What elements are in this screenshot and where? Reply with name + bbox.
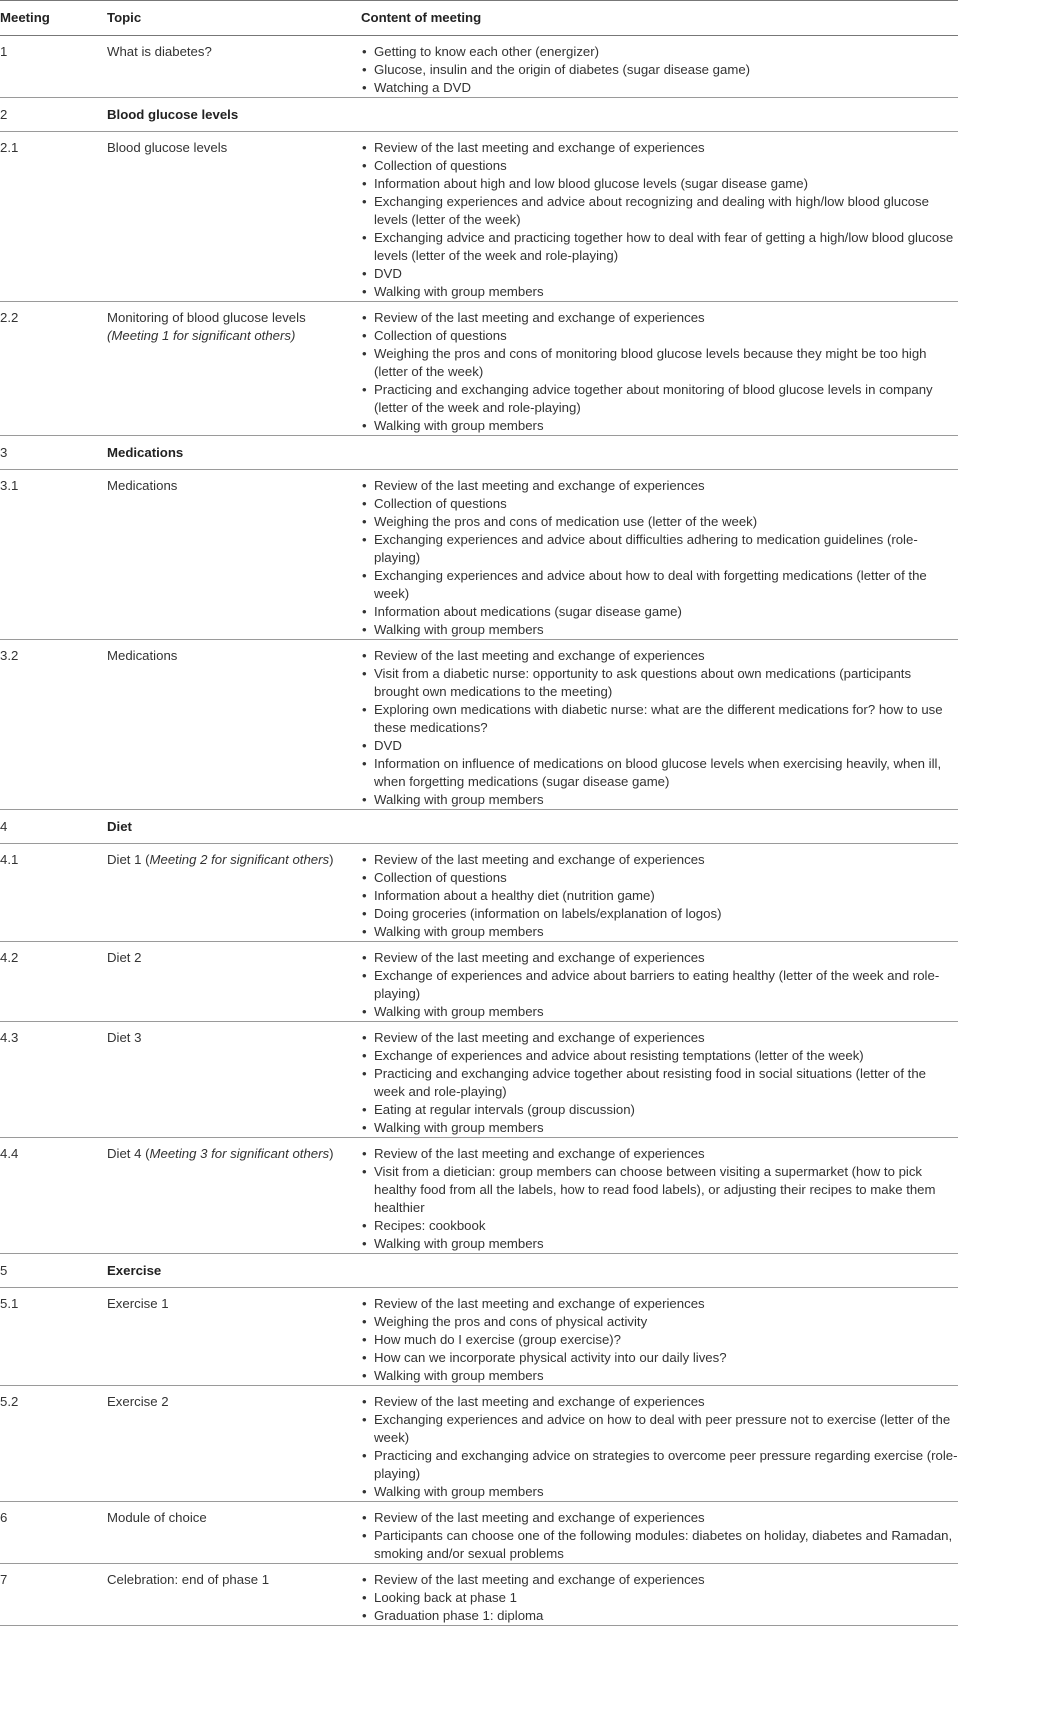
content-cell <box>361 1288 958 1386</box>
list-item: • Exchange of experiences and advice about barriers to eating healthy (letter of the week and role-playing) <box>361 967 958 1003</box>
list-item: • Review of the last meeting and exchange of experiences <box>361 139 958 157</box>
content-list <box>361 1029 958 1137</box>
content-list <box>361 309 958 435</box>
meeting-number: 5 <box>0 1263 8 1278</box>
list-item: • Eating at regular intervals (group discussion) <box>361 1101 958 1119</box>
topic-cell <box>107 132 361 302</box>
content-cell <box>361 1564 958 1626</box>
content-cell <box>361 132 958 302</box>
table-row <box>0 844 958 942</box>
list-item: • Walking with group members <box>361 417 958 435</box>
list-item: • Review of the last meeting and exchange of experiences <box>361 1393 958 1411</box>
list-item: • Information on influence of medications on blood glucose levels when exercising heavily, when ill, when forgetting medications (sugar disease game) <box>361 755 958 791</box>
topic-text: Diet 2 <box>107 950 142 965</box>
list-item: • Collection of questions <box>361 327 958 345</box>
list-item: • Review of the last meeting and exchange of experiences <box>361 949 958 967</box>
list-item: • Collection of questions <box>361 869 958 887</box>
list-item: • Glucose, insulin and the origin of diabetes (sugar disease game) <box>361 61 958 79</box>
content-cell <box>361 36 958 98</box>
list-item: • Practicing and exchanging advice on strategies to overcome peer pressure regarding exercise (role-playing) <box>361 1447 958 1483</box>
content-list <box>361 647 958 809</box>
topic-text: Monitoring of blood glucose levels <box>107 310 306 325</box>
list-item: • Visit from a dietician: group members can choose between visiting a supermarket (how to pick healthy food from all the labels, how to read food labels), or adjusting their recipes to make them healthier <box>361 1163 958 1217</box>
meeting-number: 3.1 <box>0 478 19 493</box>
list-item: • Weighing the pros and cons of physical activity <box>361 1313 958 1331</box>
meeting-number: 2.1 <box>0 140 19 155</box>
content-cell <box>361 98 958 132</box>
content-cell <box>361 1138 958 1254</box>
table-row <box>0 470 958 640</box>
topic-cell <box>107 640 361 810</box>
content-list <box>361 1571 958 1625</box>
list-item: • Collection of questions <box>361 495 958 513</box>
topic-note-close: ) <box>329 852 334 867</box>
list-item: • Practicing and exchanging advice together about monitoring of blood glucose levels in company (letter of the week and role-playing) <box>361 381 958 417</box>
table-row <box>0 1386 958 1502</box>
list-item: • Looking back at phase 1 <box>361 1589 958 1607</box>
topic-cell <box>107 36 361 98</box>
meeting-number: 1 <box>0 44 8 59</box>
list-item: • Exchanging experiences and advice about difficulties adhering to medication guidelines (role-playing) <box>361 531 958 567</box>
topic-text: Diet 4 ( <box>107 1146 150 1161</box>
section-row <box>0 436 958 470</box>
table-row <box>0 942 958 1022</box>
table-row <box>0 1564 958 1626</box>
topic-text: Medications <box>107 648 178 663</box>
content-cell <box>361 470 958 640</box>
content-list <box>361 1145 958 1253</box>
content-list <box>361 139 958 301</box>
list-item: • Exchanging experiences and advice about recognizing and dealing with high/low blood glucose levels (letter of the week) <box>361 193 958 229</box>
topic-cell <box>107 436 361 470</box>
content-cell <box>361 640 958 810</box>
list-item: • Exchanging experiences and advice on how to deal with peer pressure not to exercise (letter of the week) <box>361 1411 958 1447</box>
list-item: • Practicing and exchanging advice together about resisting food in social situations (letter of the week and role-playing) <box>361 1065 958 1101</box>
list-item: • Weighing the pros and cons of medication use (letter of the week) <box>361 513 958 531</box>
topic-cell <box>107 1254 361 1288</box>
topic-cell <box>107 1564 361 1626</box>
header-content: Content of meeting <box>361 10 482 25</box>
list-item: • Walking with group members <box>361 1235 958 1253</box>
topic-cell <box>107 810 361 844</box>
meeting-number: 4.4 <box>0 1146 19 1161</box>
list-item: • Collection of questions <box>361 157 958 175</box>
topic-cell <box>107 1288 361 1386</box>
list-item: • Exchanging experiences and advice about how to deal with forgetting medications (letter of the week) <box>361 567 958 603</box>
list-item: • Review of the last meeting and exchange of experiences <box>361 1509 958 1527</box>
table-body <box>0 36 958 1626</box>
content-cell <box>361 844 958 942</box>
list-item: • Review of the last meeting and exchange of experiences <box>361 1295 958 1313</box>
list-item: • Watching a DVD <box>361 79 958 97</box>
meeting-number: 4.2 <box>0 950 19 965</box>
list-item: • Recipes: cookbook <box>361 1217 958 1235</box>
topic-note: Meeting 2 for significant others <box>149 852 330 867</box>
meeting-number: 6 <box>0 1510 8 1525</box>
table-row <box>0 1138 958 1254</box>
list-item: • Exploring own medications with diabetic nurse: what are the different medications for? how to use these medications? <box>361 701 958 737</box>
topic-cell <box>107 1138 361 1254</box>
content-list <box>361 477 958 639</box>
list-item: • How much do I exercise (group exercise)? <box>361 1331 958 1349</box>
list-item: • Walking with group members <box>361 283 958 301</box>
topic-text: Medications <box>107 445 184 460</box>
content-list <box>361 1509 958 1563</box>
topic-text: Blood glucose levels <box>107 140 228 155</box>
list-item: • Review of the last meeting and exchange of experiences <box>361 1571 958 1589</box>
list-item: • Walking with group members <box>361 1003 958 1021</box>
list-item: • Graduation phase 1: diploma <box>361 1607 958 1625</box>
content-list <box>361 1393 958 1501</box>
meeting-number: 3 <box>0 445 8 460</box>
content-cell <box>361 1502 958 1564</box>
list-item: • Review of the last meeting and exchange of experiences <box>361 309 958 327</box>
topic-text: Exercise 1 <box>107 1296 169 1311</box>
topic-cell <box>107 1502 361 1564</box>
list-item: • Review of the last meeting and exchange of experiences <box>361 647 958 665</box>
header-meeting: Meeting <box>0 10 50 25</box>
meeting-number: 2.2 <box>0 310 19 325</box>
section-row <box>0 98 958 132</box>
topic-cell <box>107 942 361 1022</box>
meeting-number: 5.2 <box>0 1394 19 1409</box>
list-item: • Weighing the pros and cons of monitoring blood glucose levels because they might be too high (letter of the week) <box>361 345 958 381</box>
meeting-number: 5.1 <box>0 1296 19 1311</box>
list-item: • Review of the last meeting and exchange of experiences <box>361 851 958 869</box>
table-row <box>0 640 958 810</box>
topic-note: Meeting 3 for significant others <box>149 1146 330 1161</box>
list-item: • Doing groceries (information on labels/explanation of logos) <box>361 905 958 923</box>
list-item: • Visit from a diabetic nurse: opportunity to ask questions about own medications (participants brought own medications to the meeting) <box>361 665 958 701</box>
content-cell <box>361 1254 958 1288</box>
content-cell <box>361 942 958 1022</box>
topic-cell <box>107 844 361 942</box>
table-row <box>0 36 958 98</box>
content-cell <box>361 810 958 844</box>
meeting-number: 7 <box>0 1572 8 1587</box>
topic-text: Medications <box>107 478 178 493</box>
topic-text: What is diabetes? <box>107 44 212 59</box>
header-topic: Topic <box>107 10 142 25</box>
meeting-number: 2 <box>0 107 8 122</box>
content-cell <box>361 302 958 436</box>
table-header-row <box>0 1 958 36</box>
list-item: • Participants can choose one of the following modules: diabetes on holiday, diabetes and Ramadan, smoking and/or sexual problems <box>361 1527 958 1563</box>
content-list <box>361 1295 958 1385</box>
topic-text: Exercise <box>107 1263 162 1278</box>
table-row <box>0 1022 958 1138</box>
list-item: • Exchange of experiences and advice about resisting temptations (letter of the week) <box>361 1047 958 1065</box>
topic-text: Diet 1 ( <box>107 852 150 867</box>
content-cell <box>361 1022 958 1138</box>
list-item: • Exchanging advice and practicing together how to deal with fear of getting a high/low blood glucose levels (letter of the week and role-playing) <box>361 229 958 265</box>
topic-text: Module of choice <box>107 1510 207 1525</box>
topic-text: Diet 3 <box>107 1030 142 1045</box>
topic-text: Celebration: end of phase 1 <box>107 1572 270 1587</box>
meeting-number: 3.2 <box>0 648 19 663</box>
table-row <box>0 1502 958 1564</box>
list-item: • Getting to know each other (energizer) <box>361 43 958 61</box>
content-list <box>361 43 958 97</box>
list-item: • Information about high and low blood glucose levels (sugar disease game) <box>361 175 958 193</box>
list-item: • DVD <box>361 265 958 283</box>
list-item: • Walking with group members <box>361 923 958 941</box>
section-row <box>0 1254 958 1288</box>
list-item: • Review of the last meeting and exchange of experiences <box>361 1145 958 1163</box>
meeting-number: 4 <box>0 819 8 834</box>
topic-cell <box>107 1022 361 1138</box>
list-item: • DVD <box>361 737 958 755</box>
list-item: • Information about medications (sugar disease game) <box>361 603 958 621</box>
list-item: • Walking with group members <box>361 621 958 639</box>
topic-text: Diet <box>107 819 132 834</box>
topic-note: (Meeting 1 for significant others) <box>107 328 296 343</box>
section-row <box>0 810 958 844</box>
topic-text: Exercise 2 <box>107 1394 169 1409</box>
meeting-number: 4.1 <box>0 852 19 867</box>
table-row <box>0 132 958 302</box>
topic-cell <box>107 98 361 132</box>
meeting-number: 4.3 <box>0 1030 19 1045</box>
list-item: • Walking with group members <box>361 1119 958 1137</box>
content-cell <box>361 1386 958 1502</box>
topic-note-close: ) <box>329 1146 334 1161</box>
list-item: • Information about a healthy diet (nutrition game) <box>361 887 958 905</box>
topic-text: Blood glucose levels <box>107 107 239 122</box>
list-item: • How can we incorporate physical activity into our daily lives? <box>361 1349 958 1367</box>
list-item: • Review of the last meeting and exchange of experiences <box>361 1029 958 1047</box>
content-list <box>361 949 958 1021</box>
content-cell <box>361 436 958 470</box>
list-item: • Walking with group members <box>361 791 958 809</box>
list-item: • Walking with group members <box>361 1367 958 1385</box>
topic-cell <box>107 1386 361 1502</box>
topic-cell <box>107 470 361 640</box>
list-item: • Walking with group members <box>361 1483 958 1501</box>
table-row <box>0 302 958 436</box>
content-list <box>361 851 958 941</box>
list-item: • Review of the last meeting and exchange of experiences <box>361 477 958 495</box>
table-row <box>0 1288 958 1386</box>
topic-cell <box>107 302 361 436</box>
